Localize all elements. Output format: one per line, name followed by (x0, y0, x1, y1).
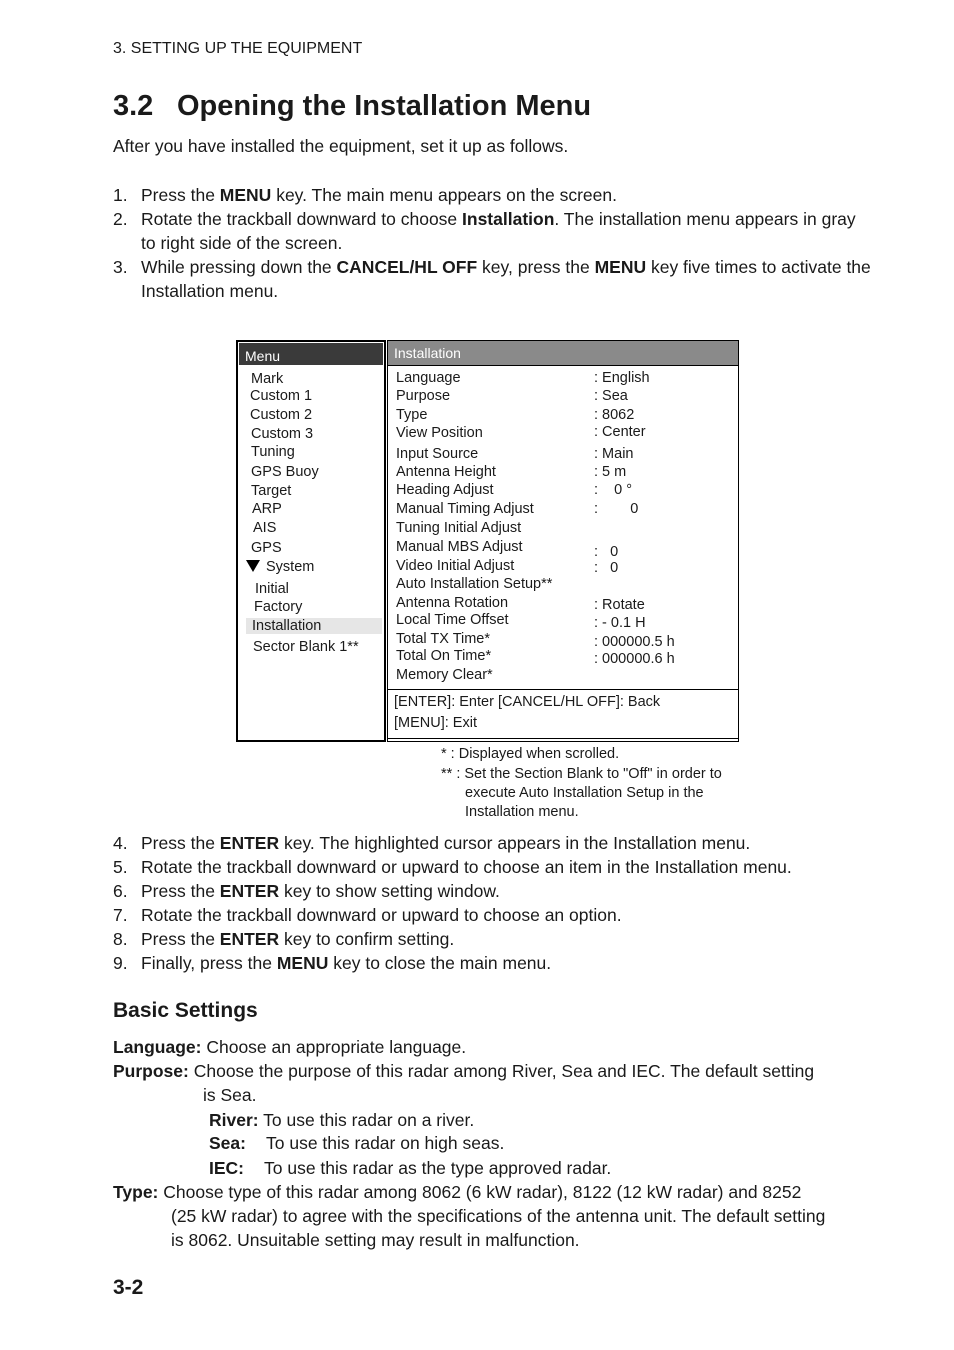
menu-title: Menu (239, 343, 383, 365)
install-row-label: Memory Clear* (396, 667, 493, 683)
step-item: 5. Rotate the trackball downward or upward to choose an item in the Installation menu. (113, 857, 792, 877)
step-number: 2. (113, 209, 128, 229)
purpose-paragraph-cont: is Sea. (203, 1085, 257, 1105)
install-row-label: Auto Installation Setup** (396, 576, 553, 592)
install-row-label: Purpose (396, 388, 451, 404)
installation-title: Installation (388, 341, 738, 366)
install-row-label: Antenna Rotation (396, 595, 509, 611)
install-row-label: Local Time Offset (396, 612, 509, 628)
river-option: River: To use this radar on a river. (209, 1110, 475, 1130)
install-row-value: : Rotate (594, 597, 645, 613)
install-row-value: : 0 (594, 501, 639, 517)
step-number: 9. (113, 953, 128, 973)
figure-note-2c: Installation menu. (465, 804, 579, 820)
footer-keys-line1: [ENTER]: Enter [CANCEL/HL OFF]: Back (394, 694, 661, 710)
figure-note-1: * : Displayed when scrolled. (441, 746, 620, 762)
menu-item-tuning: Tuning (251, 444, 295, 460)
install-row-label: Language (396, 370, 461, 386)
step-number: 7. (113, 905, 128, 925)
iec-option: IEC: To use this radar as the type approved radar. (209, 1158, 612, 1178)
page-number: 3-2 (113, 1276, 144, 1299)
section-title-text: Opening the Installation Menu (177, 90, 592, 122)
step-item: 7. Rotate the trackball downward or upward to choose an option. (113, 905, 622, 925)
step-item: 3. While pressing down the CANCEL/HL OFF key, press the MENU key five times to activate the Installation menu. (113, 257, 871, 301)
step-item: 8. Press the ENTER key to confirm setting. (113, 929, 455, 949)
install-row-value: : 0 ° (594, 482, 633, 498)
type-paragraph: Type: Choose type of this radar among 8062 (6 kW radar), 8122 (12 kW radar) and 8252 (113, 1182, 802, 1202)
install-row-value: : 0 (594, 544, 619, 560)
install-row-label: View Position (396, 425, 483, 441)
step-item: 4. Press the ENTER key. The highlighted cursor appears in the Installation menu. (113, 833, 751, 853)
install-row-value: : 5 m (594, 464, 627, 480)
installation-footer (388, 689, 738, 739)
install-row-value: : Main (594, 446, 634, 462)
install-row-label: Tuning Initial Adjust (396, 520, 522, 536)
menu-item-custom2: Custom 2 (250, 407, 313, 423)
install-row-label: Total On Time* (396, 648, 492, 664)
chapter-header: 3. SETTING UP THE EQUIPMENT (113, 40, 363, 57)
menu-item-system: System (246, 559, 314, 575)
menu-item-sector-blank: Sector Blank 1** (253, 639, 359, 655)
basic-settings-heading: Basic Settings (113, 999, 258, 1022)
type-paragraph-cont1: (25 kW radar) to agree with the specifications of the antenna unit. The default setting (171, 1206, 826, 1226)
step-number: 5. (113, 857, 128, 877)
install-row-value: : Sea (594, 388, 628, 404)
step-item: 2. Rotate the trackball downward to choose Installation. The installation menu appears in gray to right side of the screen. (113, 209, 856, 253)
install-row-value: : 000000.5 h (594, 634, 675, 650)
install-row-value: : 000000.6 h (594, 651, 675, 667)
footer-keys-line2: [MENU]: Exit (394, 715, 477, 731)
section-title (113, 90, 591, 123)
step-item: 6. Press the ENTER key to show setting window. (113, 881, 500, 901)
menu-item-custom1: Custom 1 (250, 388, 313, 404)
install-row-label: Heading Adjust (396, 482, 494, 498)
step-number: 8. (113, 929, 128, 949)
main-menu-panel (236, 340, 386, 742)
steps-list-b (113, 831, 873, 975)
install-row-label: Antenna Height (396, 464, 496, 480)
section-number: 3.2 (113, 90, 154, 122)
steps-list-a (113, 183, 873, 303)
sea-option: Sea: To use this radar on high seas. (209, 1133, 505, 1153)
figure-note-2b: execute Auto Installation Setup in the (465, 785, 704, 801)
step-item: 1. Press the MENU key. The main menu appears on the screen. (113, 185, 617, 205)
install-row-value: : Center (594, 424, 646, 440)
menu-item-installation: Installation (246, 618, 382, 634)
step-number: 6. (113, 881, 128, 901)
menu-item-factory: Factory (254, 599, 303, 615)
install-row-label: Manual Timing Adjust (396, 501, 534, 517)
menu-item-target: Target (251, 483, 292, 499)
language-paragraph: Language: Choose an appropriate language. (113, 1037, 467, 1057)
install-row-label: Input Source (396, 446, 479, 462)
menu-item-mark: Mark (251, 371, 284, 387)
install-row-label: Video Initial Adjust (396, 558, 515, 574)
install-row-label: Type (396, 407, 428, 423)
purpose-paragraph: Purpose: Choose the purpose of this radar among River, Sea and IEC. The default setting (113, 1061, 815, 1081)
menu-item-custom3: Custom 3 (251, 426, 314, 442)
menu-item-gps-buoy: GPS Buoy (251, 464, 319, 480)
figure-note-2a: ** : Set the Section Blank to "Off" in order to (441, 766, 722, 782)
step-number: 3. (113, 257, 128, 277)
type-paragraph-cont2: is 8062. Unsuitable setting may result in malfunction. (171, 1230, 580, 1250)
step-item: 9. Finally, press the MENU key to close the main menu. (113, 953, 552, 973)
menu-item-arp: ARP (252, 501, 282, 517)
step-number: 4. (113, 833, 128, 853)
install-row-label: Manual MBS Adjust (396, 539, 523, 555)
step-number: 1. (113, 185, 128, 205)
install-row-value: : - 0.1 H (594, 615, 646, 631)
install-row-value: : English (594, 370, 650, 386)
menu-item-gps: GPS (251, 540, 282, 556)
menu-item-initial: Initial (255, 581, 289, 597)
install-row-label: Total TX Time* (396, 631, 491, 647)
expand-triangle-icon (246, 560, 260, 572)
menu-item-ais: AIS (253, 520, 277, 536)
installation-menu-panel (387, 340, 739, 742)
install-row-value: : 0 (594, 560, 619, 576)
install-row-value: : 8062 (594, 407, 635, 423)
intro-paragraph: After you have installed the equipment, set it up as follows. (113, 136, 569, 156)
